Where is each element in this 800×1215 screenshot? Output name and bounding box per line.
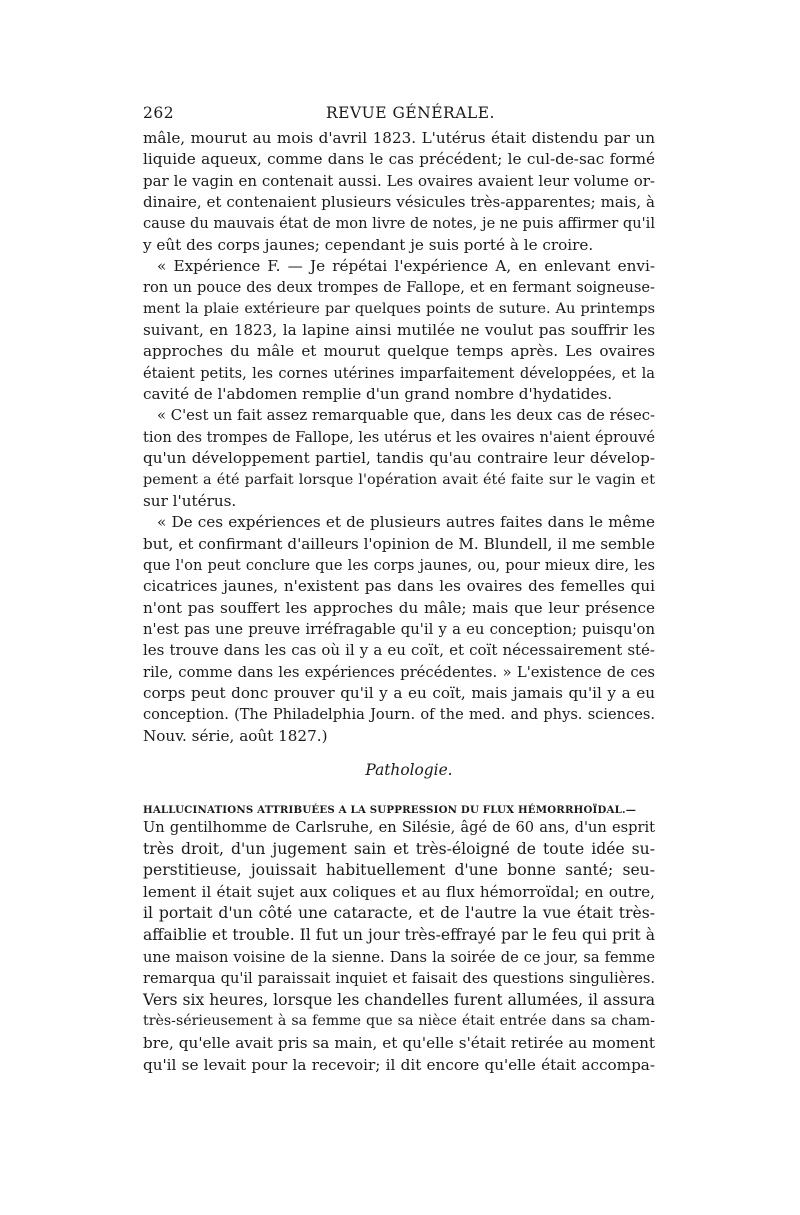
- text-line: n'est pas une preuve irréfragable qu'il y a eu conception; puisqu'on: [143, 620, 655, 638]
- text-line: cause du mauvais état de mon livre de notes, je ne puis affirmer qu'il: [143, 215, 655, 233]
- text-line: tion des trompes de Fallope, les utérus et les ovaires n'aient éprouvé: [143, 428, 655, 446]
- text-line: liquide aqueux, comme dans le cas précédent; le cul-de-sac formé: [143, 150, 655, 169]
- body-text-top: [143, 128, 655, 747]
- text-line: lement il était sujet aux coliques et au flux hémorroïdal; en outre,: [143, 882, 655, 901]
- body-text-bottom: [143, 817, 655, 1076]
- text-line: dinaire, et contenaient plusieurs vésicules très-apparentes; mais, à: [143, 193, 655, 212]
- text-line: perstitieuse, jouissait habituellement d'une bonne santé; seu-: [143, 861, 655, 880]
- book-page: [143, 104, 655, 1076]
- text-line: y eût des corps jaunes; cependant je suis porté à le croire.: [143, 235, 594, 254]
- text-line: Nouv. série, août 1827.): [143, 726, 328, 745]
- page-number: 262: [143, 104, 175, 122]
- text-line: il portait d'un côté une cataracte, et de l'autre la vue était très-: [143, 904, 655, 923]
- text-line: remarqua qu'il paraissait inquiet et faisait des questions singulières.: [143, 970, 655, 988]
- article-title: [143, 804, 655, 816]
- text-line: « De ces expériences et de plusieurs autres faites dans le même: [157, 513, 655, 532]
- text-line: cicatrices jaunes, n'existent pas dans les ovaires des femelles qui: [143, 577, 655, 596]
- text-line: par le vagin en contenait aussi. Les ovaires avaient leur volume or-: [143, 171, 655, 190]
- text-line: affaiblie et trouble. Il fut un jour très-effrayé par le feu qui prit à: [143, 925, 655, 944]
- text-line: mâle, mourut au mois d'avril 1823. L'utérus était distendu par un: [143, 129, 655, 147]
- text-line: Un gentilhomme de Carlsruhe, en Silésie, âgé de 60 ans, d'un esprit: [143, 818, 655, 836]
- page-header: [143, 104, 655, 128]
- article-title-text: HALLUCINATIONS ATTRIBUÉES A LA SUPPRESSION DU FLUX HÉMORRHOÏDAL.—: [143, 803, 637, 816]
- text-line: très droit, d'un jugement sain et très-éloigné de toute idée su-: [143, 839, 655, 858]
- text-line: pement a été parfait lorsque l'opération avait été faite sur le vagin et: [143, 471, 655, 488]
- text-line: qu'un développement partiel, tandis qu'au contraire leur dévelop-: [143, 449, 655, 468]
- text-line: ron un pouce des deux trompes de Fallope, et en fermant soigneuse-: [143, 279, 655, 297]
- section-heading-text: Pathologie.: [365, 760, 453, 779]
- text-line: qu'il se levait pour la recevoir; il dit encore qu'elle était accompa-: [143, 1055, 655, 1074]
- text-line: suivant, en 1823, la lapine ainsi mutilée ne voulut pas souffrir les: [143, 321, 655, 340]
- text-line: étaient petits, les cornes utérines imparfaitement développées, et la: [143, 364, 655, 382]
- text-line: rile, comme dans les expériences précédentes. » L'existence de ces: [143, 663, 655, 681]
- text-line: « C'est un fait assez remarquable que, dans les deux cas de résec-: [157, 407, 655, 425]
- text-line: « Expérience F. — Je répétai l'expérience A, en enlevant envi-: [157, 257, 655, 276]
- text-line: ment la plaie extérieure par quelques points de suture. Au printemps: [143, 300, 655, 317]
- text-line: bre, qu'elle avait pris sa main, et qu'elle s'était retirée au moment: [143, 1033, 655, 1052]
- text-line: Vers six heures, lorsque les chandelles furent allumées, il assura: [143, 990, 656, 1009]
- text-line: approches du mâle et mourut quelque temps après. Les ovaires: [143, 342, 655, 361]
- running-title: REVUE GÉNÉRALE.: [326, 104, 495, 122]
- text-line: corps peut donc prouver qu'il y a eu coït, mais jamais qu'il y a eu: [143, 683, 655, 702]
- text-line: n'ont pas souffert les approches du mâle; mais que leur présence: [143, 598, 655, 617]
- text-line: cavité de l'abdomen remplie d'un grand nombre d'hydatides.: [143, 385, 613, 404]
- text-line: sur l'utérus.: [143, 491, 237, 510]
- text-line: une maison voisine de la sienne. Dans la soirée de ce jour, sa femme: [143, 948, 655, 966]
- section-heading: [143, 761, 655, 795]
- text-line: but, et confirmant d'ailleurs l'opinion de M. Blundell, il me semble: [143, 534, 655, 553]
- text-line: conception. (The Philadelphia Journ. of the med. and phys. sciences.: [143, 706, 655, 724]
- text-line: que l'on peut conclure que les corps jaunes, ou, pour mieux dire, les: [143, 556, 655, 574]
- text-line: les trouve dans les cas où il y a eu coït, et coït nécessairement sté-: [143, 641, 655, 660]
- text-line: très-sérieusement à sa femme que sa nièce était entrée dans sa cham-: [143, 1013, 655, 1030]
